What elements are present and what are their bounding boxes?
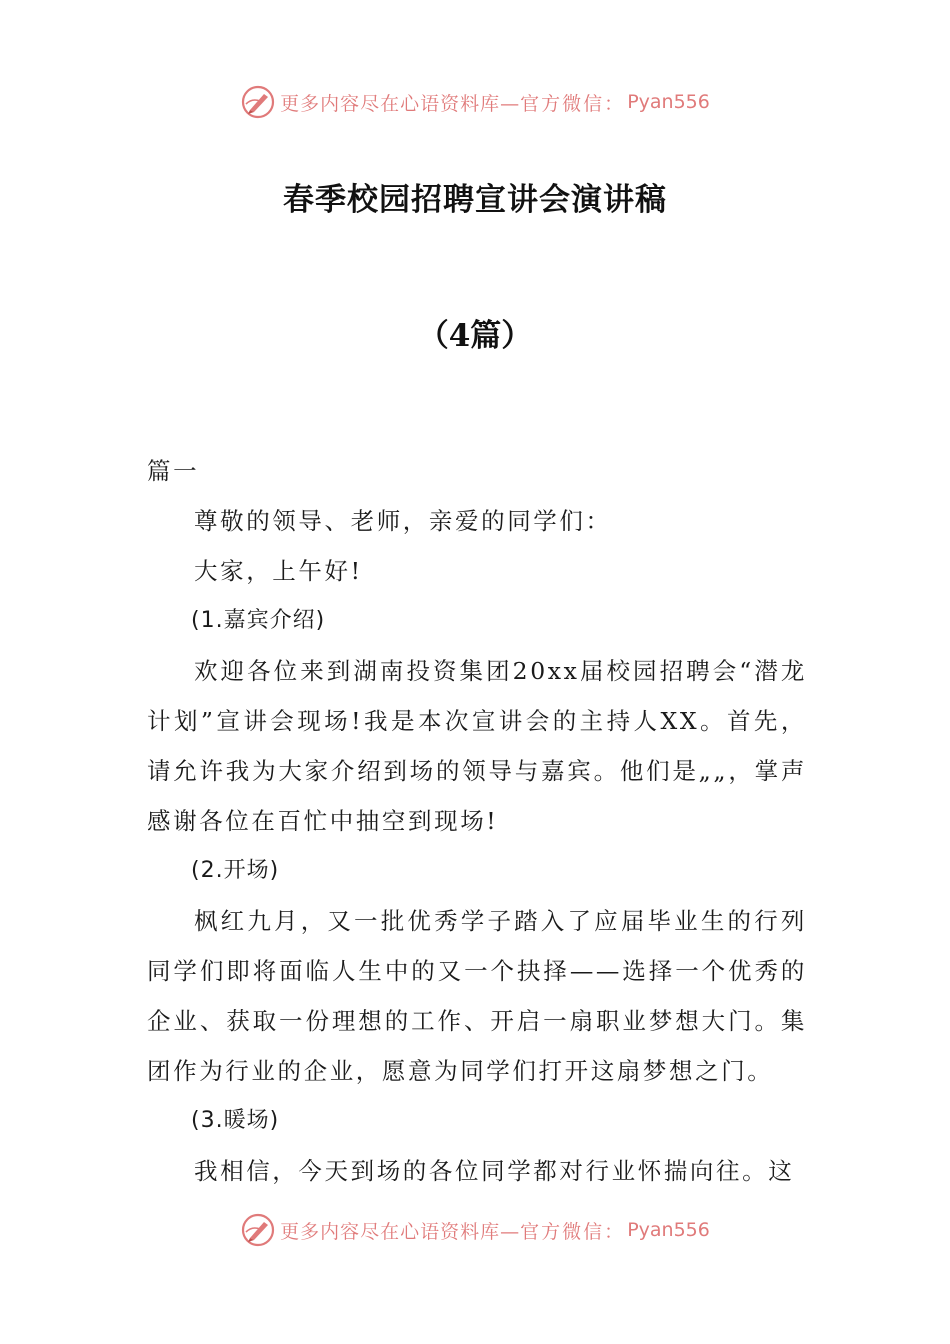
paragraph: 枫红九月，又一批优秀学子踏入了应届毕业生的行列同学们即将面临人生中的又一个抉择——选择一个优秀的企业、获取一份理想的工作、开启一扇职业梦想大门。集团作为行业的企业，愿意为同学们打开这扇梦想之门。	[147, 907, 807, 1085]
banner-text: 更多内容尽在心语资料库—	[280, 1220, 521, 1243]
pen-logo-icon	[240, 84, 276, 120]
section-label: (2.开场)	[191, 858, 280, 883]
paragraph: 我相信，今天到场的各位同学都对行业怀揣向往。这	[194, 1157, 795, 1185]
banner-wechat-id: Pyan556	[627, 91, 710, 113]
paragraph: 欢迎各位来到湖南投资集团20xx届校园招聘会“潜龙计划”宣讲会现场!我是本次宣讲会的主持人XX。首先，请允许我为大家介绍到场的领导与嘉宾。他们是„„，掌声感谢各位在百忙中抽空到现场!	[147, 657, 807, 835]
document-subtitle: （4篇）	[417, 318, 533, 354]
document-body	[147, 446, 807, 1196]
banner-wechat-id: Pyan556	[627, 1219, 710, 1241]
footer-banner	[0, 1210, 950, 1250]
section-heading: 篇一	[147, 457, 200, 485]
banner-wechat-label: 官方微信：	[520, 92, 626, 115]
pen-logo-icon	[240, 1212, 276, 1248]
section-label: (3.暖场)	[191, 1108, 280, 1133]
salutation: 尊敬的领导、老师，亲爱的同学们：	[194, 507, 612, 535]
header-banner	[0, 82, 950, 122]
banner-wechat-label: 官方微信：	[520, 1220, 626, 1243]
section-label: (1.嘉宾介绍)	[191, 608, 326, 633]
document-title: 春季校园招聘宣讲会演讲稿	[283, 182, 667, 218]
banner-text: 更多内容尽在心语资料库—	[280, 92, 521, 115]
greeting: 大家，上午好!	[194, 557, 363, 585]
